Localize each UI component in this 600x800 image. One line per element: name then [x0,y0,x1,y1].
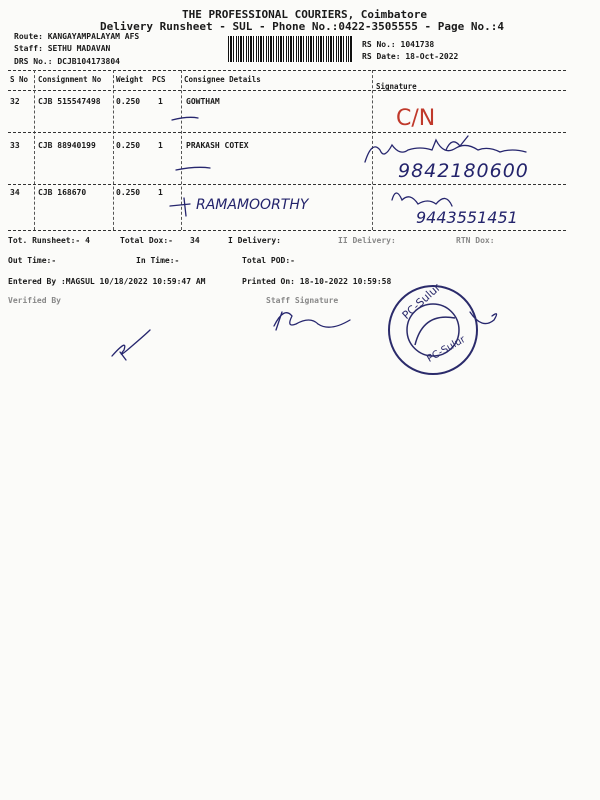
rtn-dox: RTN Dox: [456,236,495,245]
row-33-phone: 9842180600 [398,160,529,182]
row-33-sno: 33 [10,141,20,150]
col-sno: S No [10,75,29,84]
row-34-weight: 0.250 [116,188,141,197]
in-time: In Time:- [136,256,180,265]
row-33-consignment: CJB 88940199 [38,141,96,150]
i-delivery: I Delivery: [228,236,281,245]
verified-by: Verified By [8,296,61,305]
total-pod: Total POD:- [242,256,295,265]
row-32-weight: 0.250 [116,97,141,106]
rs-number: RS No.: 1041738 [362,40,435,49]
stamp-top-text: PC-Sulur [399,281,444,322]
out-time: Out Time:- [8,256,57,265]
total-dox-label: Total Dox:- [120,236,173,245]
col-consignment: Consignment No [38,75,102,84]
row-34-consignment: CJB 168670 [38,188,87,197]
tot-runsheet: Tot. Runsheet:- 4 [8,236,90,245]
route-label: Route: KANGAYAMPALAYAM AFS [14,32,140,41]
staff-signature-label: Staff Signature [266,296,339,305]
entered-by: Entered By :MAGSUL 10/18/2022 10:59:47 AM [8,277,206,286]
printed-on: Printed On: 18-10-2022 10:59:58 [242,277,392,286]
staff-label: Staff: SETHU MADAVAN [14,44,111,53]
row-33-pcs: 1 [158,141,163,150]
row-32-sno: 32 [10,97,20,106]
row-32-consignee: GOWTHAM [186,97,220,106]
row-32-signature: C/N [396,106,436,131]
col-pcs: PCS [152,75,166,84]
col-weight: Weight [116,75,144,84]
row-34-sno: 34 [10,188,20,197]
rs-date: RS Date: 18-Oct-2022 [362,52,459,61]
col-consignee: Consignee Details [184,75,261,84]
ii-delivery: II Delivery: [338,236,396,245]
row-34-phone: 9443551451 [416,208,518,227]
row-32-consignment: CJB 515547498 [38,97,101,106]
row-34-handwritten-name: RAMAMOORTHY [196,197,309,213]
col-signature: Signature [376,82,417,91]
company-title: THE PROFESSIONAL COURIERS, Coimbatore [182,8,428,21]
row-33-consignee: PRAKASH COTEX [186,141,249,150]
row-32-pcs: 1 [158,97,163,106]
drs-number: DRS No.: DCJB104173804 [14,57,120,66]
row-33-weight: 0.250 [116,141,141,150]
stamp-bottom-text: PC-Sulur [425,334,468,365]
runsheet-title: Delivery Runsheet - SUL - Phone No.:0422-3505555 - Page No.:4 [100,20,504,33]
row-34-pcs: 1 [158,188,163,197]
total-dox-value: 34 [190,236,200,245]
